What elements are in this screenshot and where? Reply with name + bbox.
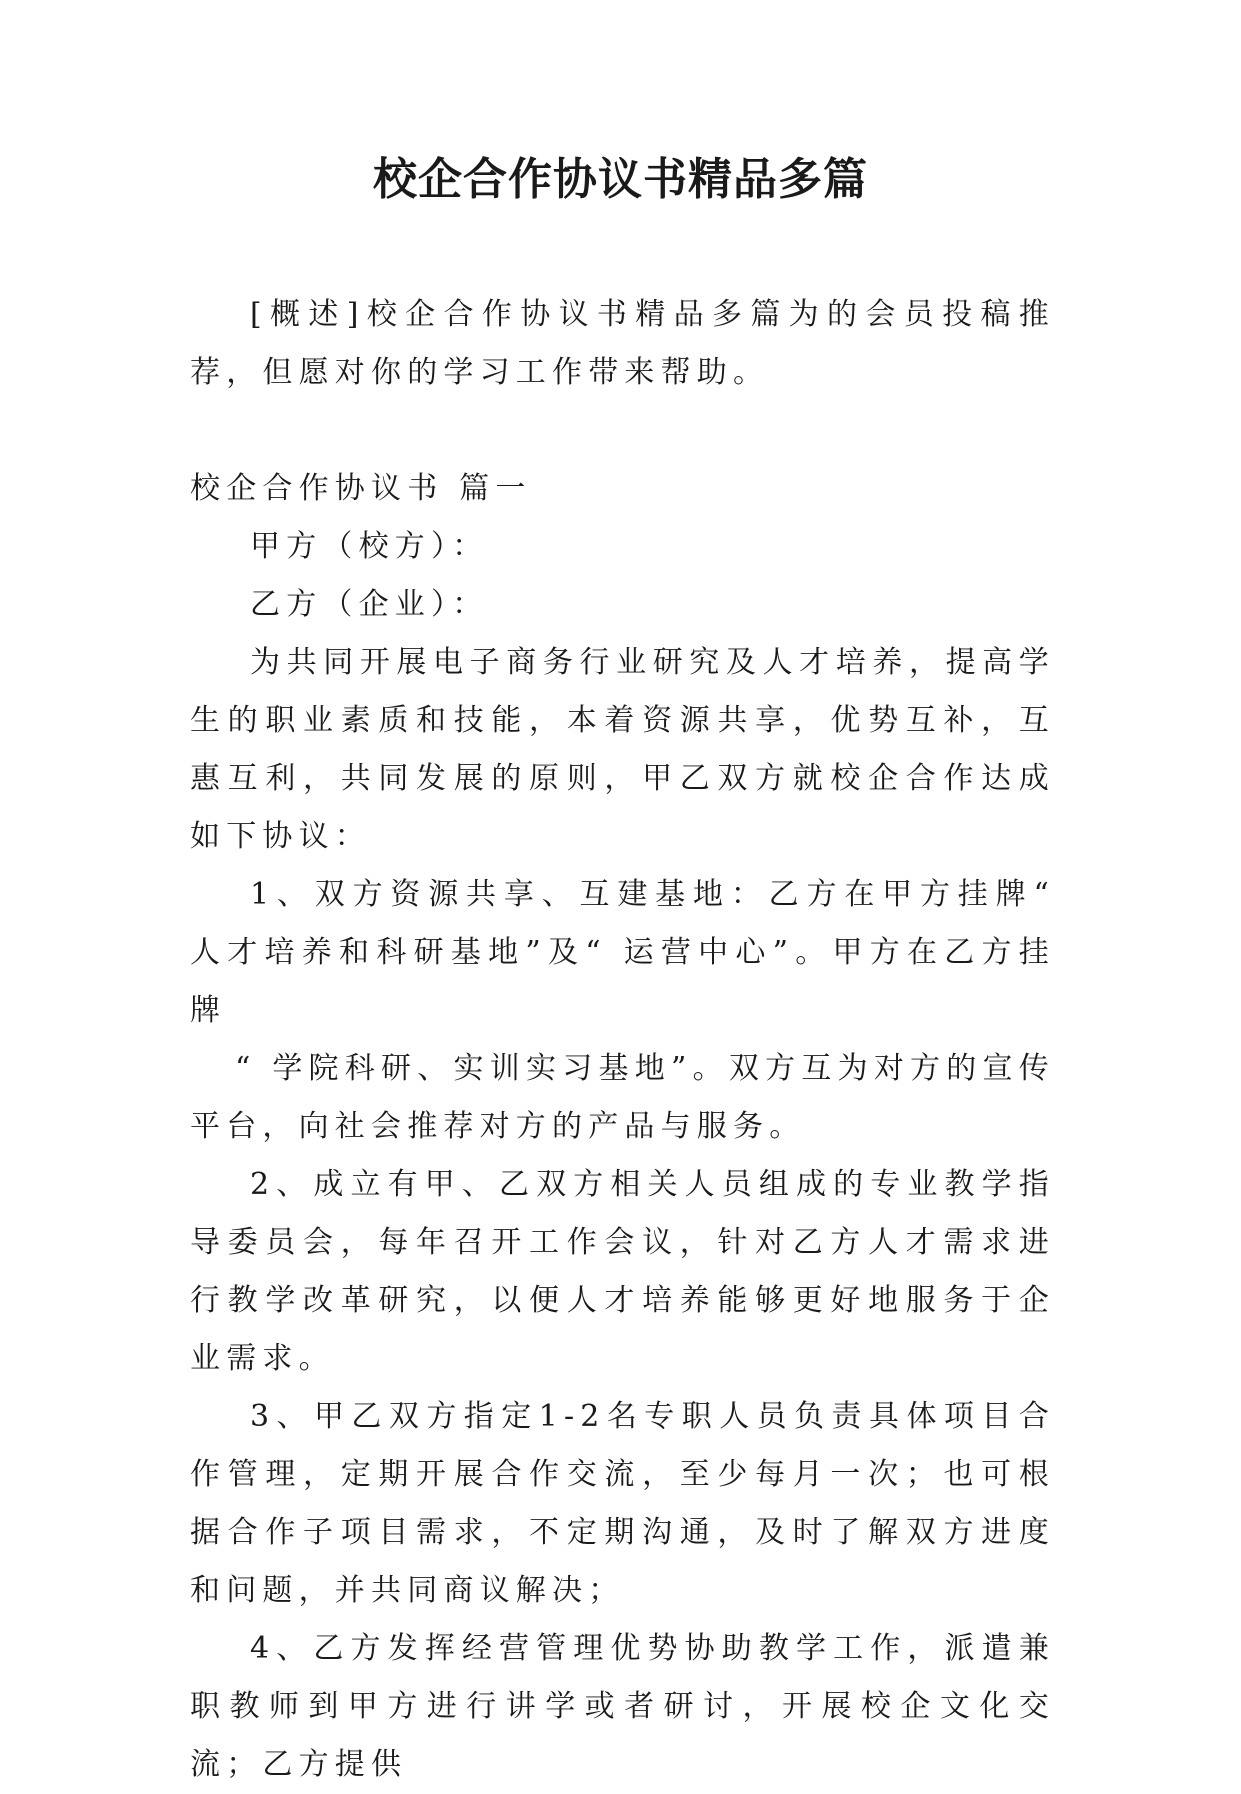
intro-paragraph: 为共同开展电子商务行业研究及人才培养，提高学生的职业素质和技能，本着资源共享，优势互补，互惠互利，共同发展的原则，甲乙双方就校企合作达成如下协议：: [190, 645, 1055, 854]
clause-4-paragraph: 4、乙方发挥经营管理优势协助教学工作，派遣兼职教师到甲方进行讲学或者研讨，开展校企文化交流；乙方提供: [190, 1631, 1055, 1782]
clause-2-paragraph: 2、成立有甲、乙双方相关人员组成的专业教学指导委员会，每年召开工作会议，针对乙方人才需求进行教学改革研究，以便人才培养能够更好地服务于企业需求。: [190, 1167, 1055, 1376]
clause-1-continuation: “ 学院科研、实训实习基地”。双方互为对方的宣传平台，向社会推荐对方的产品与服务。: [190, 1051, 1055, 1144]
party-a-line: 甲方（校方）：: [250, 529, 489, 564]
document-title: 校企合作协议书精品多篇: [373, 154, 868, 205]
agreement-body: [190, 460, 1055, 1794]
summary-block: [190, 286, 1055, 402]
summary-paragraph: [概述]校企合作协议书精品多篇为的会员投稿推荐，但愿对你的学习工作带来帮助。: [190, 297, 1055, 390]
clause-3-paragraph: 3、甲乙双方指定1-2名专职人员负责具体项目合作管理，定期开展合作交流，至少每月一次；也可根据合作子项目需求，不定期沟通，及时了解双方进度和问题，并共同商议解决；: [190, 1399, 1055, 1608]
section-heading: 校企合作协议书 篇一: [190, 471, 532, 506]
clause-1-paragraph: 1、双方资源共享、互建基地：乙方在甲方挂牌“ 人才培养和科研基地”及“ 运营中心”。甲方在乙方挂牌: [190, 877, 1055, 1028]
party-b-line: 乙方（企业）：: [250, 587, 489, 622]
